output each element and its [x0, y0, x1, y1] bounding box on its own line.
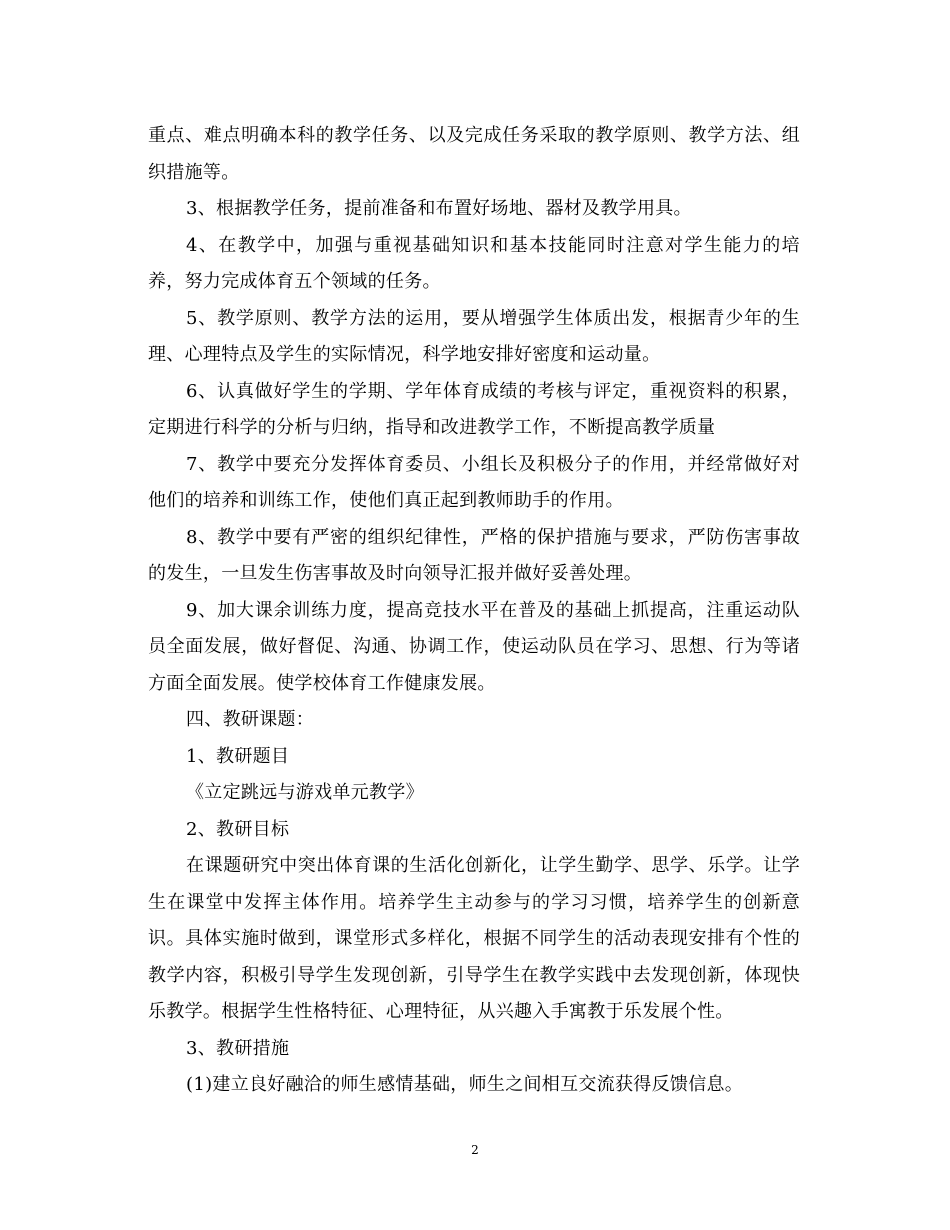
paragraph-item-4: 4、在教学中，加强与重视基础知识和基本技能同时注意对学生能力的培养，努力完成体育五个领域的任务。 [148, 234, 800, 292]
research-title-text: 《立定跳远与游戏单元教学》 [186, 782, 424, 803]
paragraph-continuation: 重点、难点明确本科的教学任务、以及完成任务采取的教学原则、教学方法、组织措施等。 [148, 125, 800, 183]
subheading-research-title: 1、教研题目 [186, 745, 290, 767]
subheading-research-goal: 2、教研目标 [186, 818, 290, 840]
research-measure-1: (1)建立良好融洽的师生感情基础，师生之间相互交流获得反馈信息。 [186, 1074, 744, 1095]
paragraph-item-7: 7、教学中要充分发挥体育委员、小组长及积极分子的作用，并经常做好对他们的培养和训练工作，使他们真正起到教师助手的作用。 [148, 453, 800, 511]
page-number: 2 [471, 1143, 479, 1157]
section-heading-research: 四、教研课题： [186, 709, 315, 730]
research-goal-text: 在课题研究中突出体育课的生活化创新化，让学生勤学、思学、乐学。让学生在课堂中发挥主体作用。培养学生主动参与的学习习惯，培养学生的创新意识。具体实施时做到，课堂形式多样化，根据不同学生的活动表现安排有个性的教学内容，积极引导学生发现创新，引导学生在教学实践中去发现创新，体现快乐教学。根据学生性格特征、心理特征，从兴趣入手寓教于乐发展个性。 [148, 855, 800, 1022]
paragraph-item-5: 5、教学原则、教学方法的运用，要从增强学生体质出发，根据青少年的生理、心理特点及学生的实际情况，科学地安排好密度和运动量。 [148, 307, 800, 365]
paragraph-item-6: 6、认真做好学生的学期、学年体育成绩的考核与评定，重视资料的积累，定期进行科学的分析与归纳，指导和改进教学工作，不断提高教学质量 [148, 380, 800, 438]
paragraph-item-9: 9、加大课余训练力度，提高竞技水平在普及的基础上抓提高，注重运动队员全面发展，做好督促、沟通、协调工作，使运动队员在学习、思想、行为等诸方面全面发展。使学校体育工作健康发展。 [148, 599, 800, 694]
subheading-research-measures: 3、教研措施 [186, 1037, 290, 1059]
document-body [148, 118, 800, 1104]
paragraph-item-8: 8、教学中要有严密的组织纪律性，严格的保护措施与要求，严防伤害事故的发生，一旦发生伤害事故及时向领导汇报并做好妥善处理。 [148, 526, 800, 584]
paragraph-item-3: 3、根据教学任务，提前准备和布置好场地、器材及教学用具。 [186, 198, 692, 219]
